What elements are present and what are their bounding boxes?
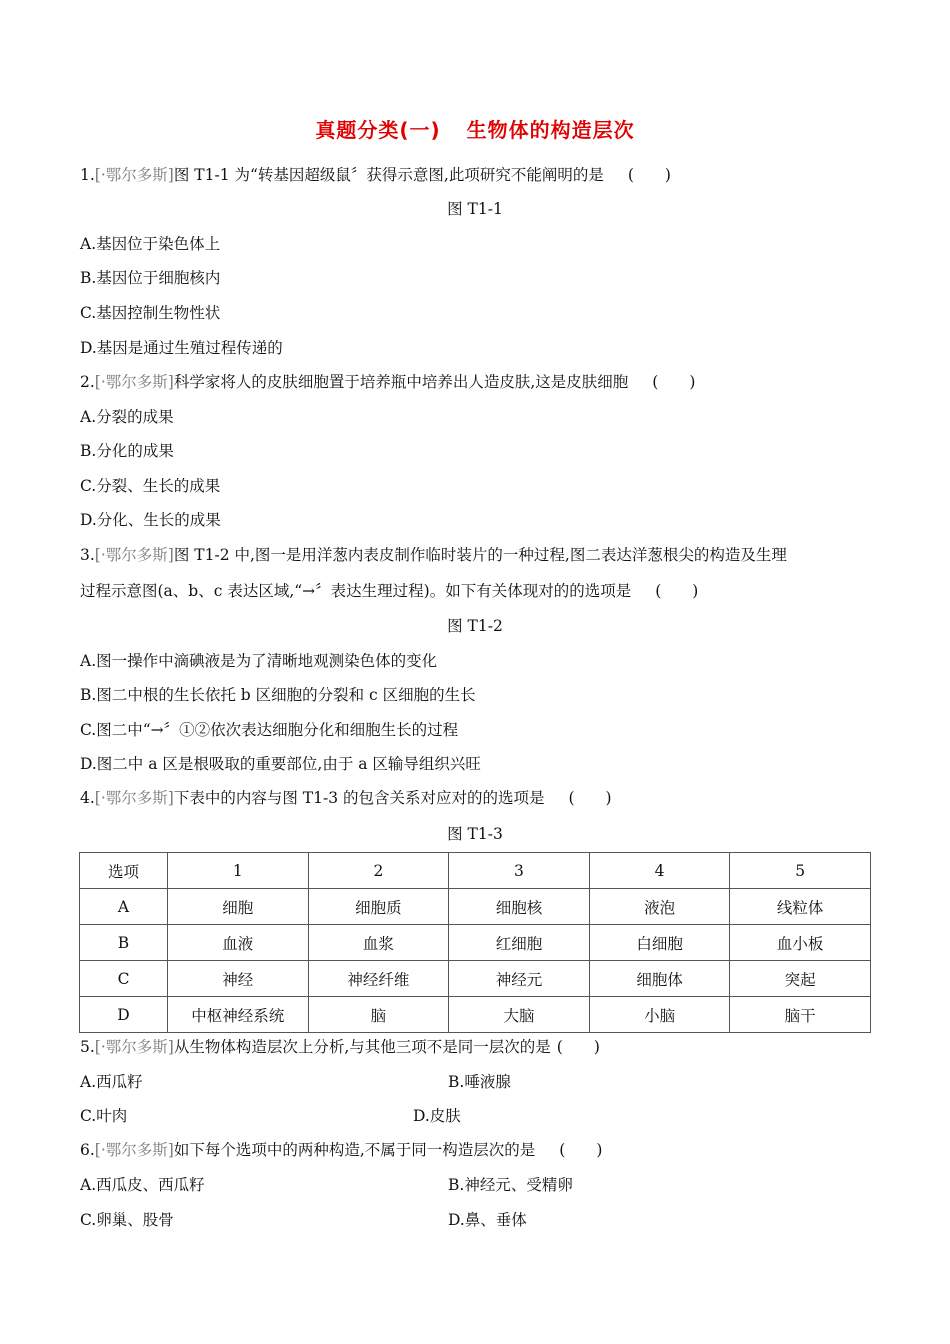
question-4 [80, 788, 612, 808]
figure-caption: 图 T1-2 [447, 617, 503, 635]
option-b: B.神经元、受精卵 [448, 1176, 573, 1194]
table-cell: 红细胞 [449, 925, 590, 961]
option-d: D.图二中 a 区是根吸取的重要部位,由于 a 区输导组织兴旺 [80, 755, 481, 773]
figure-caption: 图 T1-3 [447, 825, 503, 843]
table-cell: 神经元 [449, 961, 590, 997]
table-cell: 脑 [308, 997, 449, 1033]
title-part-topic: 生物体的构造层次 [466, 118, 635, 142]
title-part-category: 真题分类(一) [315, 118, 441, 142]
option-a: A.分裂的成果 [80, 408, 174, 426]
option-c: C.图二中“→〞①②依次表达细胞分化和细胞生长的过程 [80, 721, 459, 739]
question-text: 科学家将人的皮肤细胞置于培养瓶中培养出人造皮肤,这是皮肤细胞 [173, 373, 629, 391]
option-a: A.基因位于染色体上 [80, 235, 221, 253]
option-a: A.图一操作中滴碘液是为了清晰地观测染色体的变化 [80, 652, 438, 670]
option-c: C.基因控制生物性状 [80, 304, 221, 322]
option-d: D.鼻、垂体 [448, 1211, 527, 1229]
question-source: [·鄂尔多斯] [94, 1141, 174, 1159]
table-row [80, 997, 871, 1033]
answer-blank: ( ) [627, 166, 671, 184]
question-source: [·鄂尔多斯] [94, 373, 174, 391]
table-cell: 神经纤维 [308, 961, 449, 997]
question-2 [80, 372, 695, 392]
table-cell: 液泡 [589, 889, 730, 925]
answer-blank: ( ) [559, 1141, 603, 1159]
table-cell: 血小板 [730, 925, 871, 961]
table-cell: 细胞核 [449, 889, 590, 925]
table-cell: D [80, 997, 168, 1033]
table-header-cell: 1 [168, 853, 309, 889]
question-source: [·鄂尔多斯] [94, 1038, 174, 1056]
answer-blank: ( ) [652, 373, 696, 391]
option-c: C.叶肉 [80, 1107, 128, 1125]
option-d: D.皮肤 [413, 1107, 461, 1125]
question-source: [·鄂尔多斯] [94, 166, 174, 184]
question-3-continued [80, 581, 698, 601]
question-text: 图 T1-2 中,图一是用洋葱内表皮制作临时装片的一种过程,图二表达洋葱根尖的构造及生理 [173, 546, 787, 564]
answer-blank: ( ) [568, 789, 612, 807]
table-cell: 线粒体 [730, 889, 871, 925]
table-cell: 血浆 [308, 925, 449, 961]
table-cell: 小脑 [589, 997, 730, 1033]
question-number: 6. [80, 1141, 95, 1159]
question-source: [·鄂尔多斯] [94, 546, 174, 564]
option-a: A.西瓜籽 [80, 1073, 143, 1091]
figure-caption: 图 T1-1 [447, 200, 503, 218]
table-row [80, 889, 871, 925]
option-b: B.分化的成果 [80, 442, 174, 460]
question-3 [80, 545, 787, 565]
table-cell: 血液 [168, 925, 309, 961]
table-header-cell: 2 [308, 853, 449, 889]
table-row [80, 961, 871, 997]
table-cell: 突起 [730, 961, 871, 997]
option-b: B.基因位于细胞核内 [80, 269, 221, 287]
table-header-cell: 3 [449, 853, 590, 889]
table-cell: 脑干 [730, 997, 871, 1033]
option-b: B.唾液腺 [448, 1073, 511, 1091]
question-text: 下表中的内容与图 T1-3 的包含关系对应对的的选项是 [173, 789, 545, 807]
table-cell: A [80, 889, 168, 925]
question-1 [80, 165, 671, 185]
table-row [80, 925, 871, 961]
table-cell: 细胞体 [589, 961, 730, 997]
option-b: B.图二中根的生长依托 b 区细胞的分裂和 c 区细胞的生长 [80, 686, 476, 704]
question-text: 如下每个选项中的两种构造,不属于同一构造层次的是 [173, 1141, 536, 1159]
table-cell: 大脑 [449, 997, 590, 1033]
question-number: 4. [80, 789, 95, 807]
table-header-cell: 4 [589, 853, 730, 889]
table-header-cell: 选项 [80, 853, 168, 889]
question-number: 2. [80, 373, 95, 391]
table-cell: 白细胞 [589, 925, 730, 961]
table-cell: 中枢神经系统 [168, 997, 309, 1033]
table-cell: B [80, 925, 168, 961]
table-cell: 细胞质 [308, 889, 449, 925]
option-a: A.西瓜皮、西瓜籽 [80, 1176, 205, 1194]
question-text: 图 T1-1 为“转基因超级鼠〞获得示意图,此项研究不能阐明的是 [173, 166, 604, 184]
table-header-cell: 5 [730, 853, 871, 889]
question-5 [80, 1037, 600, 1057]
question-text: 从生物体构造层次上分析,与其他三项不是同一层次的是 [173, 1038, 551, 1056]
option-c: C.卵巢、股骨 [80, 1211, 174, 1229]
question-text: 过程示意图(a、b、c 表达区域,“→〞表达生理过程)。如下有关体现对的的选项是 [80, 582, 632, 600]
answer-blank: ( ) [655, 582, 699, 600]
table-header-row [80, 853, 871, 889]
question-number: 1. [80, 166, 95, 184]
answer-blank: ( ) [556, 1038, 600, 1056]
table-cell: C [80, 961, 168, 997]
table-cell: 神经 [168, 961, 309, 997]
question-source: [·鄂尔多斯] [94, 789, 174, 807]
question-6 [80, 1140, 602, 1160]
table-cell: 细胞 [168, 889, 309, 925]
question-number: 5. [80, 1038, 95, 1056]
option-c: C.分裂、生长的成果 [80, 477, 221, 495]
inclusion-table [79, 852, 871, 1033]
page-title [0, 114, 950, 143]
question-number: 3. [80, 546, 95, 564]
option-d: D.基因是通过生殖过程传递的 [80, 339, 283, 357]
option-d: D.分化、生长的成果 [80, 511, 221, 529]
